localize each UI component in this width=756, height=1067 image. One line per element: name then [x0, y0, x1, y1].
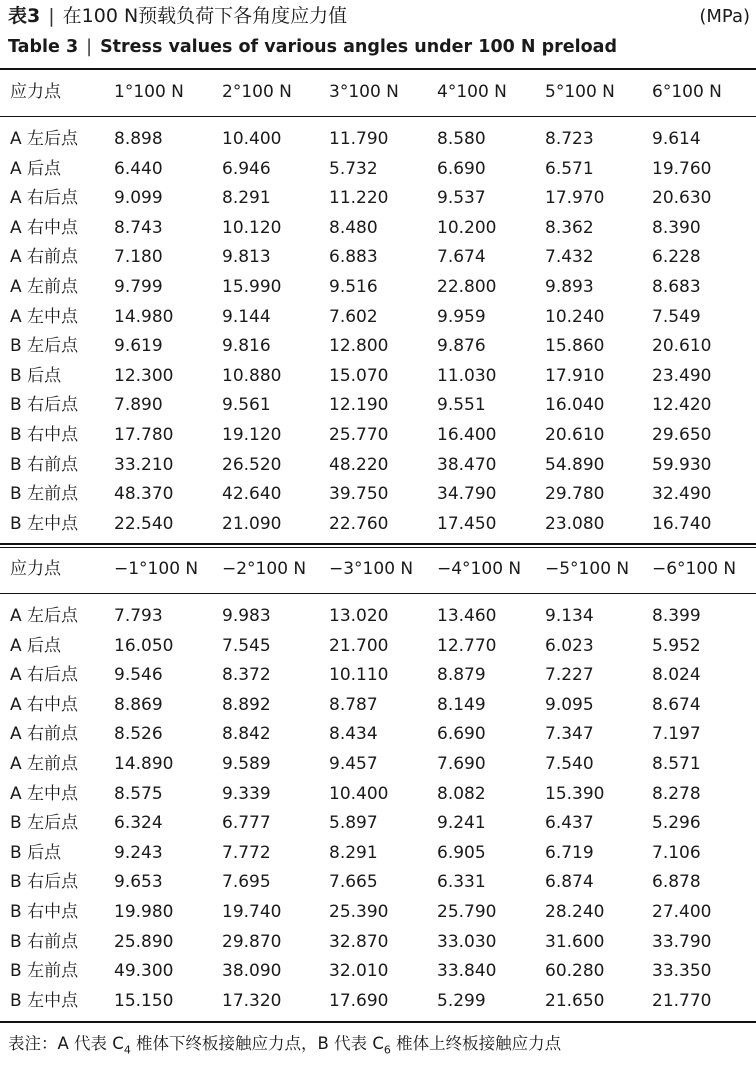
stress-value: 21.090 [222, 513, 282, 534]
row-label: B 左前点 [10, 961, 79, 982]
stress-value: 25.790 [437, 902, 497, 922]
stress-value: 10.400 [329, 783, 389, 804]
row-label: A 左前点 [10, 754, 79, 774]
stress-value: 8.024 [652, 665, 701, 686]
stress-value: 9.516 [329, 277, 378, 297]
stress-value: 9.589 [222, 754, 271, 774]
stress-value: 17.320 [222, 990, 282, 1011]
stress-value: 29.870 [222, 931, 282, 952]
header-angle-col-1: 1°100 N [114, 82, 184, 102]
stress-value: 17.970 [545, 188, 605, 209]
table-title-zh: 在100 N预载负荷下各角度应力值 [62, 5, 348, 27]
stress-value: 7.890 [114, 395, 163, 416]
header-angle-col-3: 3°100 N [329, 82, 399, 102]
stress-value: 8.787 [329, 694, 378, 715]
stress-value: 38.090 [222, 961, 282, 982]
stress-value: 17.780 [114, 425, 174, 445]
stress-value: 7.180 [114, 247, 163, 268]
top-rule [0, 68, 756, 70]
row-label: B 右前点 [10, 454, 79, 475]
stress-value: 8.480 [329, 217, 378, 238]
stress-value: 13.020 [329, 606, 389, 626]
stress-value: 10.240 [545, 306, 605, 327]
stress-value: 7.432 [545, 247, 594, 268]
row-label: A 左中点 [10, 783, 79, 804]
stress-value: 22.760 [329, 513, 389, 534]
stress-value: 7.347 [545, 724, 594, 745]
row-label: A 右后点 [10, 188, 79, 209]
stress-value: 31.600 [545, 931, 605, 952]
stress-value: 28.240 [545, 902, 605, 922]
header-stress-point: 应力点 [10, 82, 61, 102]
stress-value: 12.770 [437, 635, 497, 656]
stress-value: 25.390 [329, 902, 389, 922]
section-divider-bottom [0, 547, 756, 548]
stress-value: 8.291 [222, 188, 271, 209]
stress-value: 5.897 [329, 813, 378, 834]
stress-value: 11.030 [437, 365, 497, 386]
stress-value: 14.980 [114, 306, 174, 327]
stress-value: 9.134 [545, 606, 594, 626]
stress-value: 8.082 [437, 783, 486, 804]
stress-value: 7.772 [222, 842, 271, 863]
stress-value: 9.983 [222, 606, 271, 626]
stress-value: 8.580 [437, 129, 486, 149]
stress-value: 26.520 [222, 454, 282, 475]
stress-value: 7.665 [329, 872, 378, 893]
row-label: B 后点 [10, 842, 62, 863]
table-caption-zh [8, 3, 347, 29]
stress-value: 48.220 [329, 454, 389, 475]
stress-value: 8.575 [114, 783, 163, 804]
stress-value: 15.150 [114, 990, 174, 1011]
header-angle-col-5: 5°100 N [545, 82, 615, 102]
stress-value: 9.241 [437, 813, 486, 834]
stress-value: 6.324 [114, 813, 163, 834]
stress-value: 6.331 [437, 872, 486, 893]
header-angle-col-6: 6°100 N [652, 82, 722, 102]
stress-value: 32.010 [329, 961, 389, 982]
stress-value: 15.390 [545, 783, 605, 804]
stress-value: 23.080 [545, 513, 605, 534]
stress-value: 33.030 [437, 931, 497, 952]
stress-value: 8.434 [329, 724, 378, 745]
stress-value: 33.840 [437, 961, 497, 982]
stress-value: 48.370 [114, 484, 174, 505]
stress-value: 17.690 [329, 990, 389, 1011]
stress-value: 42.640 [222, 484, 282, 505]
header-stress-point: 应力点 [10, 559, 61, 579]
stress-value: 8.149 [437, 694, 486, 715]
stress-value: 9.537 [437, 188, 486, 209]
stress-value: 15.990 [222, 277, 282, 297]
stress-value: 20.610 [652, 336, 712, 357]
footnote-middle: 椎体下终板接触应力点，B 代表 C [130, 1034, 384, 1053]
stress-value: 7.540 [545, 754, 594, 774]
stress-value: 8.879 [437, 665, 486, 686]
caption-separator-en: | [86, 37, 93, 57]
stress-value: 25.890 [114, 931, 174, 952]
row-label: A 右后点 [10, 665, 79, 686]
header-angle-col-4: −4°100 N [437, 559, 522, 579]
stress-value: 12.420 [652, 395, 712, 416]
section-divider-top [0, 543, 756, 545]
row-label: B 右中点 [10, 425, 79, 445]
header-rule-negative [0, 593, 756, 594]
stress-value: 6.777 [222, 813, 271, 834]
stress-value: 17.450 [437, 513, 497, 534]
header-angle-col-2: −2°100 N [222, 559, 307, 579]
row-label: A 后点 [10, 635, 62, 656]
stress-value: 9.243 [114, 842, 163, 863]
stress-value: 8.842 [222, 724, 271, 745]
stress-value: 16.740 [652, 513, 712, 534]
stress-value: 6.883 [329, 247, 378, 268]
stress-value: 6.023 [545, 635, 594, 656]
stress-value: 6.440 [114, 158, 163, 179]
header-angle-col-2: 2°100 N [222, 82, 292, 102]
stress-value: 8.362 [545, 217, 594, 238]
stress-value: 20.630 [652, 188, 712, 209]
stress-value: 6.690 [437, 158, 486, 179]
stress-value: 25.770 [329, 425, 389, 445]
header-rule-positive [0, 116, 756, 117]
row-label: A 右前点 [10, 724, 79, 745]
stress-value: 7.545 [222, 635, 271, 656]
stress-value: 6.874 [545, 872, 594, 893]
stress-value: 9.095 [545, 694, 594, 715]
stress-value: 19.120 [222, 425, 282, 445]
header-angle-col-5: −5°100 N [545, 559, 630, 579]
stress-value: 6.946 [222, 158, 271, 179]
stress-value: 7.674 [437, 247, 486, 268]
stress-value: 33.790 [652, 931, 712, 952]
stress-value: 16.400 [437, 425, 497, 445]
row-label: B 左中点 [10, 513, 79, 534]
stress-value: 9.457 [329, 754, 378, 774]
stress-value: 49.300 [114, 961, 174, 982]
stress-value: 9.653 [114, 872, 163, 893]
stress-value: 8.892 [222, 694, 271, 715]
stress-value: 6.571 [545, 158, 594, 179]
stress-value: 20.610 [545, 425, 605, 445]
header-angle-col-1: −1°100 N [114, 559, 199, 579]
stress-value: 7.197 [652, 724, 701, 745]
stress-value: 9.144 [222, 306, 271, 327]
stress-value: 21.770 [652, 990, 712, 1011]
stress-value: 32.870 [329, 931, 389, 952]
footnote-sub-c4: 4 [123, 1043, 131, 1057]
stress-value: 8.399 [652, 606, 701, 626]
stress-value: 7.690 [437, 754, 486, 774]
row-label: B 右中点 [10, 902, 79, 922]
stress-value: 10.400 [222, 129, 282, 149]
stress-value: 32.490 [652, 484, 712, 505]
stress-value: 33.350 [652, 961, 712, 982]
footnote-suffix: 椎体上终板接触应力点 [390, 1034, 562, 1053]
stress-value: 7.793 [114, 606, 163, 626]
row-label: A 后点 [10, 158, 62, 179]
table-label-zh: 表3 [8, 5, 41, 27]
row-label: B 左后点 [10, 336, 79, 357]
header-angle-col-3: −3°100 N [329, 559, 414, 579]
row-label: B 右后点 [10, 872, 79, 893]
stress-value: 8.278 [652, 783, 701, 804]
stress-value: 33.210 [114, 454, 174, 475]
stress-value: 34.790 [437, 484, 497, 505]
row-label: B 左后点 [10, 813, 79, 834]
stress-value: 19.980 [114, 902, 174, 922]
stress-value: 10.200 [437, 217, 497, 238]
stress-value: 21.650 [545, 990, 605, 1011]
footnote-sub-c6: 6 [383, 1043, 391, 1057]
table-title-en: Stress values of various angles under 100 N preload [100, 37, 618, 57]
stress-value: 10.880 [222, 365, 282, 386]
stress-value: 9.619 [114, 336, 163, 357]
stress-value: 19.760 [652, 158, 712, 179]
stress-value: 8.526 [114, 724, 163, 745]
stress-value: 9.813 [222, 247, 271, 268]
stress-value: 8.743 [114, 217, 163, 238]
row-label: A 左中点 [10, 306, 79, 327]
stress-value: 7.227 [545, 665, 594, 686]
stress-value: 9.614 [652, 129, 701, 149]
stress-value: 9.876 [437, 336, 486, 357]
stress-value: 23.490 [652, 365, 712, 386]
stress-value: 9.893 [545, 277, 594, 297]
stress-value: 10.110 [329, 665, 389, 686]
stress-value: 7.602 [329, 306, 378, 327]
stress-value: 8.291 [329, 842, 378, 863]
stress-value: 22.540 [114, 513, 174, 534]
header-angle-col-4: 4°100 N [437, 82, 507, 102]
row-label: B 右后点 [10, 395, 79, 416]
row-label: B 左前点 [10, 484, 79, 505]
row-label: A 右前点 [10, 247, 79, 268]
stress-value: 5.732 [329, 158, 378, 179]
stress-value: 6.437 [545, 813, 594, 834]
footnote-prefix: 表注：A 代表 C [8, 1034, 124, 1053]
stress-value: 9.816 [222, 336, 271, 357]
stress-value: 59.930 [652, 454, 712, 475]
stress-value: 29.780 [545, 484, 605, 505]
stress-value: 8.390 [652, 217, 701, 238]
stress-value: 15.860 [545, 336, 605, 357]
stress-value: 13.460 [437, 606, 497, 626]
header-angle-col-6: −6°100 N [652, 559, 737, 579]
row-label: A 左后点 [10, 129, 79, 149]
stress-value: 29.650 [652, 425, 712, 445]
stress-value: 6.228 [652, 247, 701, 268]
stress-value: 9.561 [222, 395, 271, 416]
bottom-rule [0, 1021, 756, 1023]
stress-value: 21.700 [329, 635, 389, 656]
stress-value: 8.674 [652, 694, 701, 715]
stress-value: 9.959 [437, 306, 486, 327]
stress-value: 10.120 [222, 217, 282, 238]
stress-value: 27.400 [652, 902, 712, 922]
stress-value: 14.890 [114, 754, 174, 774]
stress-value: 12.190 [329, 395, 389, 416]
row-label: B 后点 [10, 365, 62, 386]
stress-value: 17.910 [545, 365, 605, 386]
stress-value: 39.750 [329, 484, 389, 505]
stress-value: 5.296 [652, 813, 701, 834]
stress-value: 7.695 [222, 872, 271, 893]
row-label: A 右中点 [10, 217, 79, 238]
stress-value: 8.898 [114, 129, 163, 149]
unit-label: (MPa) [699, 6, 750, 27]
stress-value: 19.740 [222, 902, 282, 922]
stress-value: 9.339 [222, 783, 271, 804]
stress-value: 16.050 [114, 635, 174, 656]
row-label: B 左中点 [10, 990, 79, 1011]
table-footnote [8, 1032, 561, 1062]
stress-value: 8.869 [114, 694, 163, 715]
stress-value: 8.571 [652, 754, 701, 774]
table-caption-en [8, 34, 617, 60]
stress-value: 11.790 [329, 129, 389, 149]
stress-value: 7.549 [652, 306, 701, 327]
stress-value: 5.299 [437, 990, 486, 1011]
stress-value: 11.220 [329, 188, 389, 209]
stress-value: 54.890 [545, 454, 605, 475]
stress-value: 12.800 [329, 336, 389, 357]
stress-value: 9.551 [437, 395, 486, 416]
stress-value: 12.300 [114, 365, 174, 386]
stress-value: 8.683 [652, 277, 701, 297]
stress-value: 9.799 [114, 277, 163, 297]
stress-value: 5.952 [652, 635, 701, 656]
caption-separator: | [48, 5, 55, 27]
stress-value: 6.878 [652, 872, 701, 893]
stress-value: 6.690 [437, 724, 486, 745]
row-label: A 右中点 [10, 694, 79, 715]
table-label-en: Table 3 [8, 37, 79, 57]
stress-value: 9.099 [114, 188, 163, 209]
stress-value: 15.070 [329, 365, 389, 386]
stress-value: 22.800 [437, 277, 497, 297]
stress-value: 7.106 [652, 842, 701, 863]
stress-value: 8.723 [545, 129, 594, 149]
stress-value: 6.905 [437, 842, 486, 863]
stress-value: 60.280 [545, 961, 605, 982]
row-label: A 左前点 [10, 277, 79, 297]
stress-value: 8.372 [222, 665, 271, 686]
stress-value: 38.470 [437, 454, 497, 475]
stress-value: 6.719 [545, 842, 594, 863]
stress-value: 9.546 [114, 665, 163, 686]
row-label: B 右前点 [10, 931, 79, 952]
row-label: A 左后点 [10, 606, 79, 626]
stress-value: 16.040 [545, 395, 605, 416]
